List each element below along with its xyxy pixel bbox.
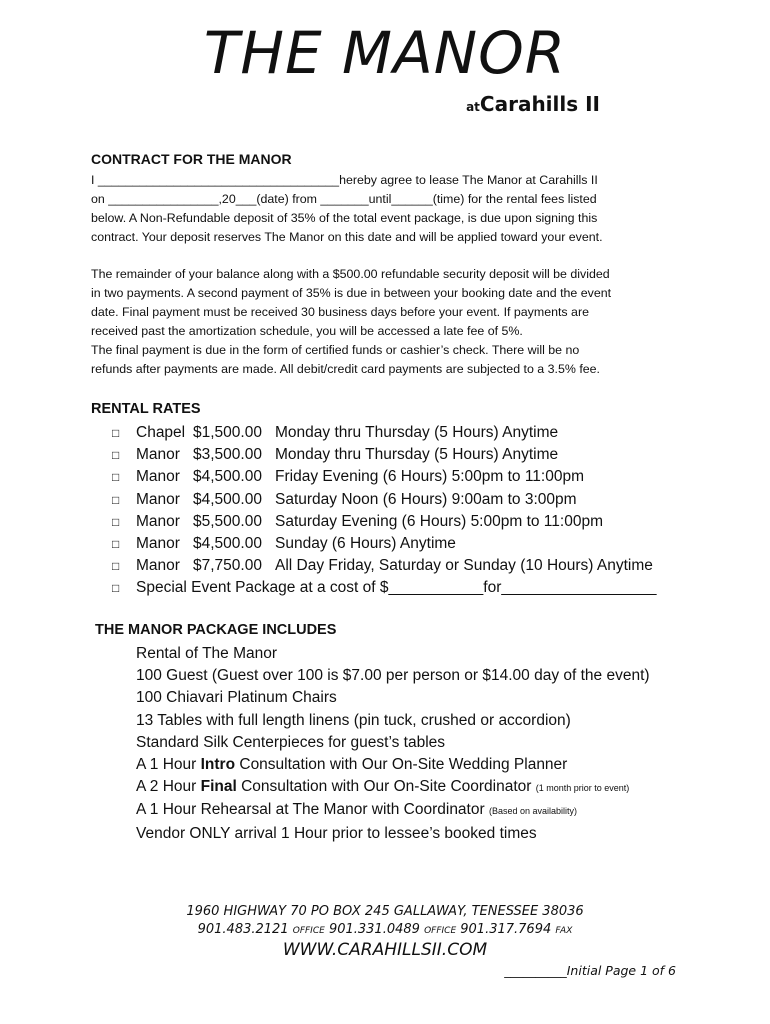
contract-line: The remainder of your balance along with a $500.00 refundable security deposit will be divided <box>91 267 610 281</box>
contract-line: refunds after payments are made. All debit/credit card payments are subjected to a 3.5% fee. <box>91 362 600 376</box>
rental-rates-list <box>112 422 657 600</box>
rate-description: Monday thru Thursday (5 Hours) Anytime <box>275 424 559 441</box>
rate-description: Friday Evening (6 Hours) 5:00pm to 11:00pm <box>275 468 585 486</box>
phone-office-1-label: OFFICE <box>292 926 325 936</box>
rate-venue: Manor <box>136 512 180 530</box>
special-package-text: Special Event Package at a cost of $___________for__________________ <box>136 579 657 597</box>
package-item: 100 Guest (Guest over 100 is $7.00 per person or $14.00 day of the event) <box>136 667 650 685</box>
intro-bold: Intro <box>200 756 236 774</box>
final-bold: Final <box>200 778 237 796</box>
rate-price: $1,500.00 <box>193 424 262 441</box>
fax-label: FAX <box>555 926 573 936</box>
phone-office-2-label: OFFICE <box>424 926 457 936</box>
package-item: 100 Chiavari Platinum Chairs <box>136 689 337 707</box>
final-pre: A 2 Hour <box>136 778 201 796</box>
rate-description: Monday thru Thursday (5 Hours) Anytime <box>275 446 559 464</box>
subtitle-prefix: at <box>466 100 480 114</box>
rate-venue: Manor <box>136 468 180 486</box>
checkbox-icon[interactable]: □ <box>112 470 120 485</box>
intro-pre: A 1 Hour <box>136 756 201 774</box>
footer-phones <box>0 922 770 937</box>
fax-number: 901.317.7694 <box>460 922 552 937</box>
document-title: THE MANOR <box>203 19 567 87</box>
rate-row[interactable] <box>112 422 657 444</box>
footer-website[interactable]: WWW.CARAHILLSII.COM <box>282 940 488 960</box>
rate-venue: Manor <box>136 535 180 553</box>
document-subtitle <box>466 92 600 116</box>
rate-price: $4,500.00 <box>193 468 262 486</box>
contract-line: received past the amortization schedule, you will be accessed a late fee of 5%. <box>91 324 523 338</box>
checkbox-icon[interactable]: □ <box>112 581 120 596</box>
package-item-final <box>136 776 650 799</box>
rental-rates-heading: RENTAL RATES <box>91 401 201 417</box>
rate-price: $7,750.00 <box>193 557 262 575</box>
final-note: (1 month prior to event) <box>535 783 630 794</box>
subtitle-name: Carahills II <box>479 92 600 116</box>
package-item-rehearsal <box>136 799 650 822</box>
package-item: Rental of The Manor <box>136 645 278 662</box>
contract-heading: CONTRACT FOR THE MANOR <box>91 151 292 167</box>
checkbox-icon[interactable]: □ <box>112 514 120 529</box>
checkbox-icon[interactable]: □ <box>112 492 120 507</box>
contract-line: in two payments. A second payment of 35% is due in between your booking date and the event <box>91 286 612 300</box>
rehearsal-note: (Based on availability) <box>488 806 577 817</box>
package-item-vendor: Vendor ONLY arrival 1 Hour prior to lessee’s booked times <box>136 824 537 842</box>
package-item: Standard Silk Centerpieces for guest’s tables <box>136 733 446 751</box>
contract-line: I ___________________________________hereby agree to lease The Manor at Carahills II <box>91 173 598 187</box>
package-item-intro <box>136 754 650 776</box>
phone-office-1: 901.483.2121 <box>197 922 289 937</box>
rate-row[interactable] <box>112 555 657 577</box>
checkbox-icon[interactable]: □ <box>112 559 120 574</box>
rate-row[interactable] <box>112 466 657 488</box>
rate-venue: Manor <box>136 446 180 464</box>
rate-description: Sunday (6 Hours) Anytime <box>275 535 456 553</box>
rate-row[interactable] <box>112 511 657 533</box>
special-package-row[interactable] <box>112 577 657 599</box>
intro-post: Consultation with Our On-Site Wedding Planner <box>235 756 568 774</box>
phone-office-2: 901.331.0489 <box>328 922 420 937</box>
rate-description: Saturday Noon (6 Hours) 9:00am to 3:00pm <box>275 490 577 508</box>
checkbox-icon[interactable]: □ <box>112 448 120 463</box>
rate-description: All Day Friday, Saturday or Sunday (10 Hours) Anytime <box>275 557 653 575</box>
rate-venue: Manor <box>136 557 180 575</box>
package-item: 13 Tables with full length linens (pin tuck, crushed or accordion) <box>136 711 571 729</box>
package-heading: THE MANOR PACKAGE INCLUDES <box>95 622 337 638</box>
contract-line: on ________________,20___(date) from _______until______(time) for the rental fees listed <box>91 192 597 206</box>
final-post: Consultation with Our On-Site Coordinator <box>236 778 536 796</box>
rate-row[interactable] <box>112 533 657 555</box>
rate-venue: Manor <box>136 490 180 508</box>
footer-address: 1960 HIGHWAY 70 PO BOX 245 GALLAWAY, TENESSEE 38036 <box>186 904 584 919</box>
rate-description: Saturday Evening (6 Hours) 5:00pm to 11:00pm <box>275 512 603 530</box>
rate-price: $4,500.00 <box>193 490 262 508</box>
rate-venue: Chapel <box>136 424 186 441</box>
checkbox-icon[interactable]: □ <box>112 426 120 440</box>
checkbox-icon[interactable]: □ <box>112 537 120 552</box>
contract-line: below. A Non-Refundable deposit of 35% of the total event package, is due upon signing this <box>91 211 598 225</box>
rate-price: $4,500.00 <box>193 535 262 553</box>
rate-price: $3,500.00 <box>193 446 262 464</box>
rehearsal-text: A 1 Hour Rehearsal at The Manor with Coordinator <box>136 801 489 819</box>
contract-line: contract. Your deposit reserves The Manor on this date and will be applied toward your event. <box>91 230 603 244</box>
contract-line: date. Final payment must be received 30 business days before your event. If payments are <box>91 305 589 319</box>
rate-row[interactable] <box>112 444 657 466</box>
initial-page-number: __________Initial Page 1 of 6 <box>504 963 676 978</box>
package-list <box>136 643 650 845</box>
contract-paragraph-2 <box>91 265 691 379</box>
rate-price: $5,500.00 <box>193 512 262 530</box>
rate-row[interactable] <box>112 489 657 511</box>
contract-line: The final payment is due in the form of certified funds or cashier’s check. There will be no <box>91 343 580 357</box>
contract-paragraph-1 <box>91 171 691 247</box>
